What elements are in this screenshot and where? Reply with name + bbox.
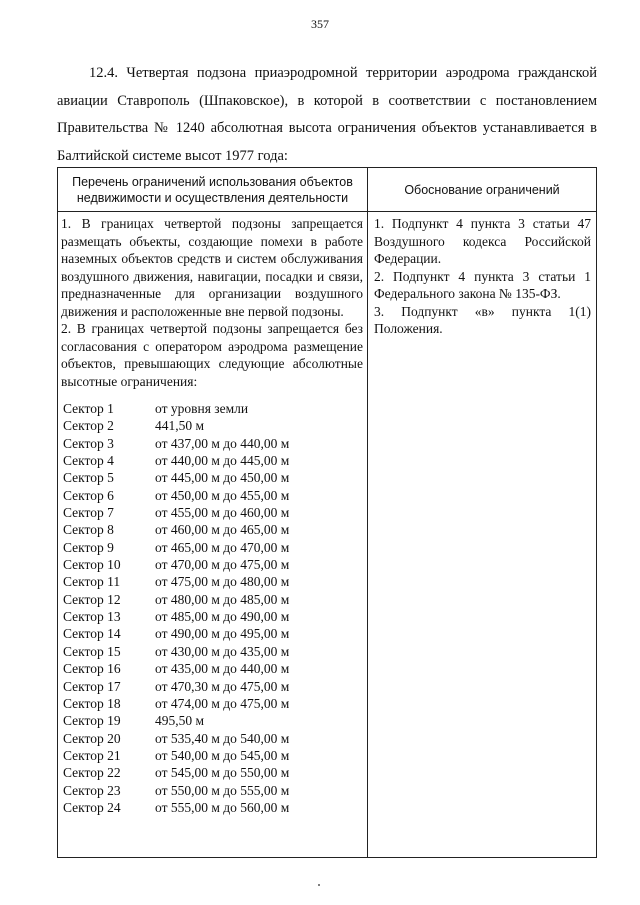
sector-row xyxy=(61,712,363,729)
sector-row xyxy=(61,625,363,642)
sector-list xyxy=(61,400,363,816)
sector-name: Сектор 9 xyxy=(63,539,114,555)
sector-height-limit: от 535,40 м до 540,00 м xyxy=(155,730,290,746)
sector-name: Сектор 17 xyxy=(63,678,121,694)
sector-name: Сектор 10 xyxy=(63,557,121,573)
sector-name: Сектор 24 xyxy=(63,799,121,815)
sector-height-limit: от 430,00 м до 435,00 м xyxy=(155,643,290,659)
sector-height-limit: от 450,00 м до 455,00 м xyxy=(155,487,290,503)
sector-name: Сектор 8 xyxy=(63,522,114,538)
sector-row xyxy=(61,400,363,417)
restrictions-column xyxy=(61,215,363,816)
sector-name: Сектор 11 xyxy=(63,574,121,590)
justification-column xyxy=(374,215,591,338)
sector-height-limit: от 555,00 м до 560,00 м xyxy=(155,799,290,815)
sector-row xyxy=(61,504,363,521)
sector-height-limit: от 465,00 м до 470,00 м xyxy=(155,539,290,555)
sector-row xyxy=(61,573,363,590)
header-restrictions-list: Перечень ограничений использования объектов недвижимости и осуществления деятельности xyxy=(72,174,353,205)
sector-row xyxy=(61,608,363,625)
restriction-item-1: 1. В границах четвертой подзоны запрещается размещать объекты, создающие помехи в работе наземных объектов средств и систем обслуживания воздушного движения, навигации, посадки и связи, предназначенные для организации воздушного движения и расположенные вне первой подзоны. xyxy=(61,216,363,319)
sector-row xyxy=(61,435,363,452)
sector-row xyxy=(61,521,363,538)
page-number: 357 xyxy=(311,17,329,31)
sector-row xyxy=(61,660,363,677)
sector-height-limit: от уровня земли xyxy=(155,401,249,416)
sector-name: Сектор 5 xyxy=(63,470,114,486)
sector-height-limit: от 470,30 м до 475,00 м xyxy=(155,678,290,694)
sector-name: Сектор 16 xyxy=(63,661,121,677)
sector-name: Сектор 3 xyxy=(63,435,114,451)
sector-height-limit: от 545,00 м до 550,00 м xyxy=(155,765,290,781)
sector-row xyxy=(61,417,363,434)
justification-item-3: 3. Подпункт «в» пункта 1(1) Положения. xyxy=(374,303,591,336)
sector-row xyxy=(61,556,363,573)
sector-name: Сектор 6 xyxy=(63,487,114,503)
sector-height-limit: от 455,00 м до 460,00 м xyxy=(155,505,290,521)
sector-row xyxy=(61,643,363,660)
sector-name: Сектор 4 xyxy=(63,453,114,469)
sector-row xyxy=(61,678,363,695)
sector-row xyxy=(61,764,363,781)
header-justification: Обоснование ограничений xyxy=(404,182,560,197)
sector-row xyxy=(61,452,363,469)
sector-name: Сектор 23 xyxy=(63,782,121,798)
sector-height-limit: от 540,00 м до 545,00 м xyxy=(155,747,290,763)
sector-height-limit: от 474,00 м до 475,00 м xyxy=(155,695,290,711)
sector-name: Сектор 1 xyxy=(63,401,114,416)
sector-row xyxy=(61,799,363,816)
sector-row xyxy=(61,695,363,712)
sector-row xyxy=(61,487,363,504)
sector-height-limit: от 437,00 м до 440,00 м xyxy=(155,435,290,451)
sector-height-limit: от 440,00 м до 445,00 м xyxy=(155,453,290,469)
scan-dot xyxy=(318,884,320,886)
sector-name: Сектор 14 xyxy=(63,626,121,642)
column-divider xyxy=(367,168,368,857)
sector-name: Сектор 21 xyxy=(63,747,121,763)
sector-height-limit: от 480,00 м до 485,00 м xyxy=(155,591,290,607)
sector-row xyxy=(61,539,363,556)
sector-height-limit: от 490,00 м до 495,00 м xyxy=(155,626,290,642)
sector-height-limit: 441,50 м xyxy=(155,418,205,434)
header-divider xyxy=(58,211,596,212)
sector-name: Сектор 20 xyxy=(63,730,121,746)
sector-name: Сектор 15 xyxy=(63,643,121,659)
sector-height-limit: от 470,00 м до 475,00 м xyxy=(155,557,290,573)
sector-row xyxy=(61,730,363,747)
sector-height-limit: от 445,00 м до 450,00 м xyxy=(155,470,290,486)
sector-name: Сектор 22 xyxy=(63,765,121,781)
sector-row xyxy=(61,782,363,799)
sector-height-limit: от 435,00 м до 440,00 м xyxy=(155,661,290,677)
sector-height-limit: 495,50 м xyxy=(155,713,205,729)
sector-name: Сектор 12 xyxy=(63,591,121,607)
justification-item-2: 2. Подпункт 4 пункта 3 статьи 1 Федерального закона № 135-ФЗ. xyxy=(374,268,591,301)
sector-row xyxy=(61,591,363,608)
sector-name: Сектор 19 xyxy=(63,713,121,729)
sector-height-limit: от 460,00 м до 465,00 м xyxy=(155,522,290,538)
sector-height-limit: от 550,00 м до 555,00 м xyxy=(155,782,290,798)
restrictions-table xyxy=(57,167,597,858)
sector-name: Сектор 7 xyxy=(63,505,114,521)
sector-height-limit: от 485,00 м до 490,00 м xyxy=(155,609,290,625)
sector-row xyxy=(61,747,363,764)
sector-name: Сектор 2 xyxy=(63,418,114,434)
sector-name: Сектор 13 xyxy=(63,609,121,625)
justification-item-1: 1. Подпункт 4 пункта 3 статьи 47 Воздушного кодекса Российской Федерации. xyxy=(374,216,591,266)
sector-row xyxy=(61,469,363,486)
sector-name: Сектор 18 xyxy=(63,695,121,711)
sector-height-limit: от 475,00 м до 480,00 м xyxy=(155,574,290,590)
restriction-item-2: 2. В границах четвертой подзоны запрещается без согласования с оператором аэродрома размещение объектов, превышающих следующие абсолютные высотные ограничения: xyxy=(61,321,363,389)
intro-paragraph: 12.4. Четвертая подзона приаэродромной территории аэродрома гражданской авиации Ставрополь (Шпаковское), в которой в соответствии с постановлением Правительства № 1240 абсолютная высота ограничения объектов устанавливается в Балтийской системе высот 1977 года: xyxy=(57,65,597,164)
